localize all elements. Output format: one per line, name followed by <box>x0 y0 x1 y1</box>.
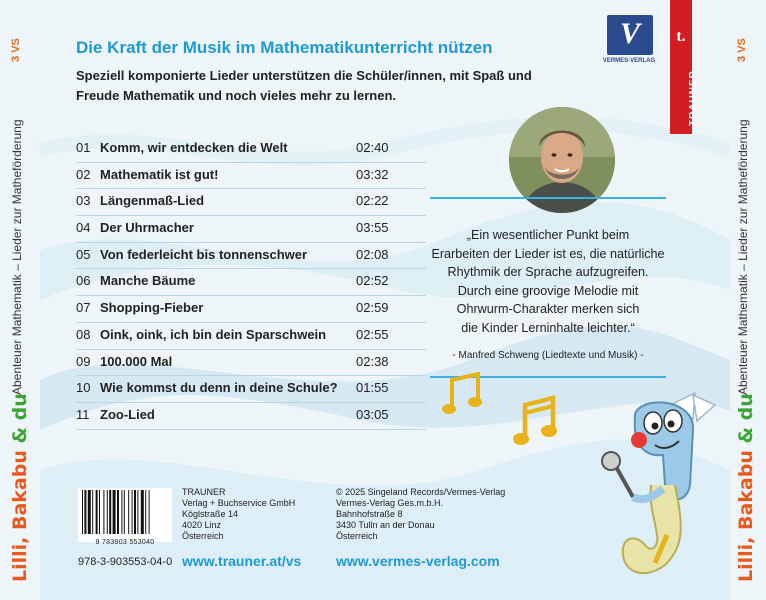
address-line: 4020 Linz <box>182 520 222 530</box>
track-number: 08 <box>76 326 91 342</box>
track-duration: 02:08 <box>356 246 389 262</box>
track-duration: 02:38 <box>356 353 389 369</box>
music-note-icon <box>442 372 484 416</box>
brand-text: Lilli, Bakabu <box>9 443 31 582</box>
spine-title: Abenteuer Mathematik – Lieder zur Matheförderung <box>10 119 24 395</box>
quote-line: Ohrwurm-Charakter merken sich <box>456 302 640 316</box>
brand-text-right: Lilli, Bakabu <box>735 443 757 582</box>
quote-line: die Kinder Lerninhalte leichter.“ <box>461 320 635 335</box>
spine-vs-label-right: 3 VS <box>736 38 748 62</box>
subheadline: Speziell komponierte Lieder unterstützen die Schüler/innen, mit Spaß und Freude Mathematik und noch vieles mehr zu lernen. <box>76 68 532 103</box>
right-spine <box>726 0 766 600</box>
isbn: 978-3-903553-04-0 <box>78 556 173 568</box>
track-number: 03 <box>76 193 91 209</box>
track-duration: 03:05 <box>356 406 389 422</box>
track-title: Längenmaß-Lied <box>100 193 205 209</box>
track-row <box>76 350 426 377</box>
address-line: Österreich <box>336 531 378 541</box>
track-duration: 02:40 <box>356 140 389 155</box>
track-list <box>76 136 426 430</box>
track-duration: 03:55 <box>356 220 389 236</box>
trauner-logo-word: TRAUNER <box>688 70 699 126</box>
address-line: © 2025 Singeland Records/Vermes-Verlag <box>336 487 506 497</box>
barcode-bars <box>78 488 172 538</box>
track-title: Mathematik ist gut! <box>100 166 219 182</box>
address-line: 3430 Tulln an der Donau <box>336 520 435 530</box>
track-title: Wie kommst du denn in deine Schule? <box>100 380 338 396</box>
quote-author: - Manfred Schweng (Liedtexte und Musik) - <box>452 350 644 361</box>
track-row <box>76 243 426 270</box>
track-number: 07 <box>76 300 91 316</box>
address-line: Österreich <box>182 531 224 541</box>
left-spine <box>0 0 40 600</box>
quote-line: Durch eine groovige Melodie mit <box>457 283 639 298</box>
bakabu-character-illustration <box>575 385 725 600</box>
address-line: Bahnhofstraße 8 <box>336 509 403 519</box>
spine-vs-label: 3 VS <box>10 38 22 62</box>
quote-line: Erarbeiten der Lieder ist es, die natürliche <box>431 246 665 261</box>
vermes-website-link[interactable]: www.vermes-verlag.com <box>336 553 500 569</box>
track-row <box>76 296 426 323</box>
music-note-icon-large <box>513 395 559 447</box>
track-title: Oink, oink, ich bin dein Sparschwein <box>100 326 327 342</box>
track-row <box>76 163 426 190</box>
address-line: TRAUNER <box>182 487 226 497</box>
headline: Die Kraft der Musik im Mathematikunterricht nützen <box>76 38 493 57</box>
vermes-address <box>336 487 505 542</box>
quote-top-rule <box>430 197 666 199</box>
address-line: Vermes-Verlag Ges.m.b.H. <box>336 498 444 508</box>
track-duration: 01:55 <box>356 380 389 396</box>
track-number: 02 <box>76 166 91 182</box>
track-duration: 03:32 <box>356 166 389 182</box>
track-number: 01 <box>76 140 91 155</box>
track-row <box>76 216 426 243</box>
address-line: Köglstraße 14 <box>182 509 239 519</box>
track-duration: 02:22 <box>356 193 389 209</box>
trauner-website-link[interactable]: www.trauner.at/vs <box>182 553 302 569</box>
track-title: Zoo-Lied <box>100 406 155 422</box>
track-number: 11 <box>76 406 90 422</box>
address-line: Verlag + Buchservice GmbH <box>182 498 296 508</box>
spine-title-right: Abenteuer Mathematik – Lieder zur Matheförderung <box>736 119 750 395</box>
track-title: Der Uhrmacher <box>100 220 194 236</box>
quote-line: Rhythmik der Sprache aufzugreifen. <box>447 265 649 279</box>
brand-text-du-right: & du <box>735 393 757 444</box>
barcode <box>78 488 172 542</box>
track-number: 10 <box>76 380 91 396</box>
track-divider <box>76 429 426 430</box>
track-duration: 02:52 <box>356 273 389 289</box>
track-duration: 02:55 <box>356 326 389 342</box>
vermes-logo-letter: V <box>619 17 640 50</box>
track-number: 09 <box>76 353 91 369</box>
track-row <box>76 403 426 430</box>
track-title: Manche Bäume <box>100 273 196 289</box>
brand-text-du: & du <box>9 393 31 444</box>
quote-text <box>430 226 666 337</box>
track-title: 100.000 Mal <box>100 353 173 369</box>
track-title: Von federleicht bis tonnenschwer <box>100 246 308 262</box>
track-number: 06 <box>76 273 91 289</box>
trauner-logo-letter: t. <box>676 28 686 45</box>
track-title: Shopping-Fieber <box>100 300 204 316</box>
track-duration: 02:59 <box>356 300 389 316</box>
spine-brand <box>9 393 31 582</box>
track-number: 05 <box>76 246 91 262</box>
track-row <box>76 269 426 296</box>
track-row <box>76 376 426 403</box>
track-row <box>76 323 426 350</box>
spine-brand-right <box>735 393 757 582</box>
track-row <box>76 136 426 163</box>
trauner-address <box>182 487 295 542</box>
quote-line: „Ein wesentlicher Punkt beim <box>466 228 630 242</box>
vermes-logo-caption: VERMES-VERLAG <box>602 58 656 64</box>
track-title: Komm, wir entdecken die Welt <box>100 140 288 155</box>
vermes-logo <box>607 15 653 55</box>
barcode-digits: 9 783903 553040 <box>95 539 155 546</box>
track-number: 04 <box>76 220 91 236</box>
track-row <box>76 189 426 216</box>
